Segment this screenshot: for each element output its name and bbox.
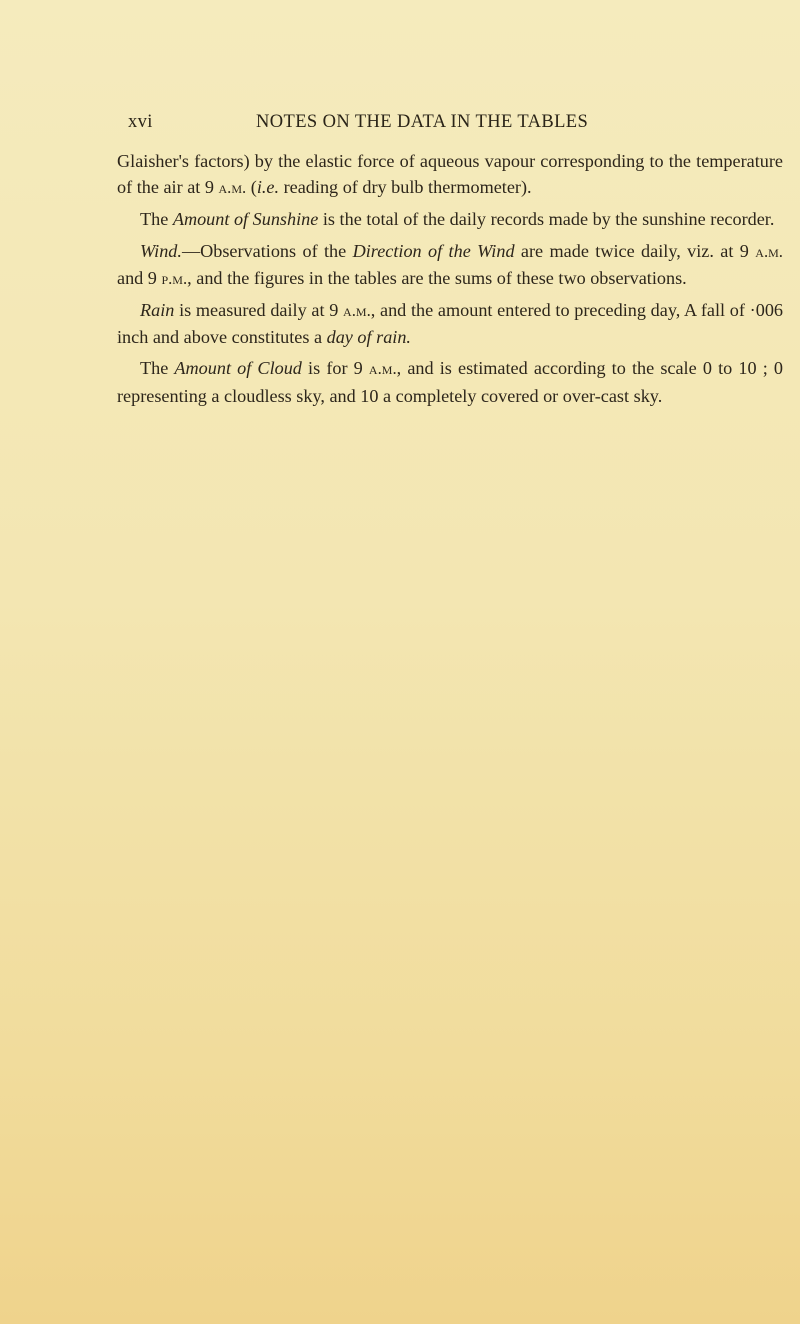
paragraph-humidity	[117, 148, 783, 201]
time-abbrev: a.m.	[368, 359, 397, 379]
page-number: xvi	[128, 112, 153, 132]
paragraph-wind	[117, 238, 783, 292]
italic-term: Rain	[140, 300, 175, 321]
italic-term: day of rain.	[326, 327, 411, 348]
text-run: The	[140, 209, 173, 230]
text-run: (	[246, 177, 257, 198]
text-run: is measured daily at 9	[174, 300, 344, 321]
italic-term: Direction of the Wind	[352, 240, 515, 261]
text-run: , and the figures in the tables are the sums of these two observations.	[187, 267, 687, 288]
text-run: —Observations of the	[181, 240, 353, 261]
italic-abbrev: i.e.	[256, 177, 280, 198]
text-run: The	[140, 358, 175, 379]
text-run: , and is estimated according to the scale 0 to 10 ; 0 representing a cloudless sky, and 10 a completely covered or over-cast sky.	[117, 358, 783, 406]
page-title: NOTES ON THE DATA IN THE TABLES	[256, 112, 589, 132]
text-run: is for 9	[301, 358, 369, 379]
italic-term: Amount of Cloud	[174, 358, 302, 379]
paragraph-sunshine	[117, 206, 783, 232]
running-head	[128, 112, 668, 140]
italic-term: Wind.	[140, 240, 182, 261]
body-text	[117, 148, 783, 414]
paragraph-rain	[117, 297, 783, 350]
time-abbrev: p.m.	[161, 268, 188, 288]
italic-term: Amount of Sunshine	[172, 209, 319, 230]
text-run: reading of dry bulb thermometer).	[279, 177, 532, 198]
text-run: is the total of the daily records made by the sunshine recorder.	[318, 209, 775, 230]
time-abbrev: a.m.	[755, 241, 783, 261]
text-run: , and the amount entered to preceding day, A fall of ·006 inch and above constitutes a	[117, 300, 784, 348]
text-run: and 9	[117, 267, 162, 288]
text-run: are made twice daily, viz. at 9	[514, 240, 756, 261]
text-run: Glaisher's factors) by the elastic force of aqueous vapour corresponding to the temperature of the air at 9	[117, 151, 783, 198]
time-abbrev: a.m.	[343, 301, 371, 321]
time-abbrev: a.m.	[218, 178, 247, 198]
paragraph-cloud	[117, 355, 783, 408]
